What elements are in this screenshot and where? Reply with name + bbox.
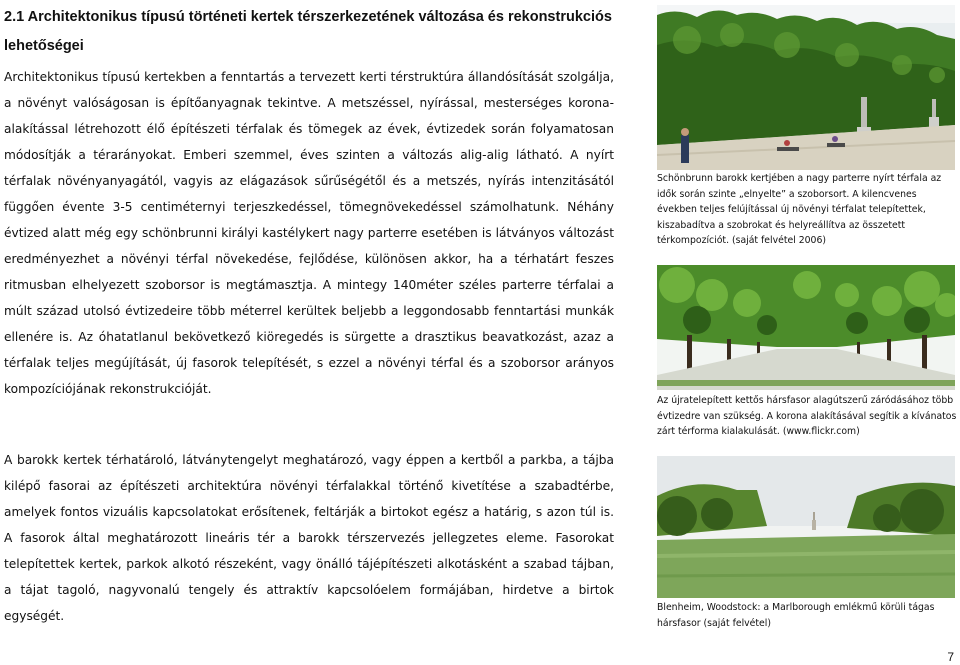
page-number: 7 bbox=[947, 650, 954, 664]
body-paragraph-1: Architektonikus típusú kertekben a fenntartás a tervezett kerti térstruktúra állandósítását szolgálja, a növényt valóságosan is építőanyagnak tekintve. A metszéssel, nyírással, mesterséges korona-alakítással létrehozott élő építészeti térfalak és tömegek az évek, évtizedek során folyamatosan módosítják a térarányokat. Emberi szemmel, éves szinten a változás alig-alig látható. A nyírt térfalak növényanyagától, vagyis az elágazások sűrűségétől és a metszés, nyírás intenzitásától függően évente 3-5 centiméternyi terjeszkedéssel, tömegnövekedéssel számolhatunk. Néhány évtized alatt még egy schönbrunni királyi kastélykert nagy parterre esetében is látványos változást eredményezhet a növényi térfal növekedése, fejlődése, különösen akkor, ha a térhatárt feszes ritmusban elhelyezett szoborsor is megtámasztja. A mintegy 140méter széles parterre térfalai a múlt század utolsó évtizedeire több méterrel kerültek beljebb a leggondosabb fenntartási munkák ellenére is. Az óhatatlanul bekövetkező kiöregedés is sürgette a drasztikus beavatkozást, azaz a térfalak teljes megújítását, új fasorok telepítését, s ezzel a növényi térfal és a szoborsor arányos kompozíciójának rekonstrukcióját. bbox=[4, 70, 614, 396]
figure-caption-3: Blenheim, Woodstock: a Marlborough emlékmű körüli tágas hársfasor (saját felvétel) bbox=[657, 602, 935, 629]
body-paragraph-2: A barokk kertek térhatároló, látványtengelyt meghatározó, vagy éppen a kertből a parkba, a tájba kilépő fasorai az építészeti architektúra növényi térfalakkal történő kivetítése a szabadtérbe, amelyek fontos vizuális kapcsolatokat erősítenek, feltárják a birtokot egész a határig, s azon túl is. A fasorok által meghatározott lineáris tér a barokk térszervezés jellegzetes eleme. Fasorokat telepítettek kertek, parkok alkotó részeként, vagy önálló tájépítészeti alkotásként a szabad tájban, a tájat tagoló, nagyvonalú tengely és attraktív kapcsolóelem formájában, hirdetve a birtok egységét. bbox=[4, 453, 614, 623]
section-heading: 2.1 Architektonikus típusú történeti kertek térszerkezetének változása és rekonstrukciós lehetőségei bbox=[4, 9, 612, 54]
figure-caption-1: Schönbrunn barokk kertjében a nagy parterre nyírt térfala az idők során szinte „elnyelte” a szoborsort. A kilencvenes években teljes felújítással új növényi térfalat telepítettek, kiszabadítva a szobrokat és helyreállítva az összetett térkompozíciót. (saját felvétel 2006) bbox=[657, 173, 942, 246]
schonbrunn-parterre-photo bbox=[657, 5, 955, 170]
blenheim-avenue-photo bbox=[657, 456, 955, 598]
figure-caption-2: Az újratelepített kettős hársfasor alagútszerű záródásához több évtizedre van szükség. A korona alakításával segítik a kívánatos zárt térforma kialakulását. (www.flickr.com) bbox=[657, 395, 957, 437]
linden-alley-photo bbox=[657, 265, 955, 390]
